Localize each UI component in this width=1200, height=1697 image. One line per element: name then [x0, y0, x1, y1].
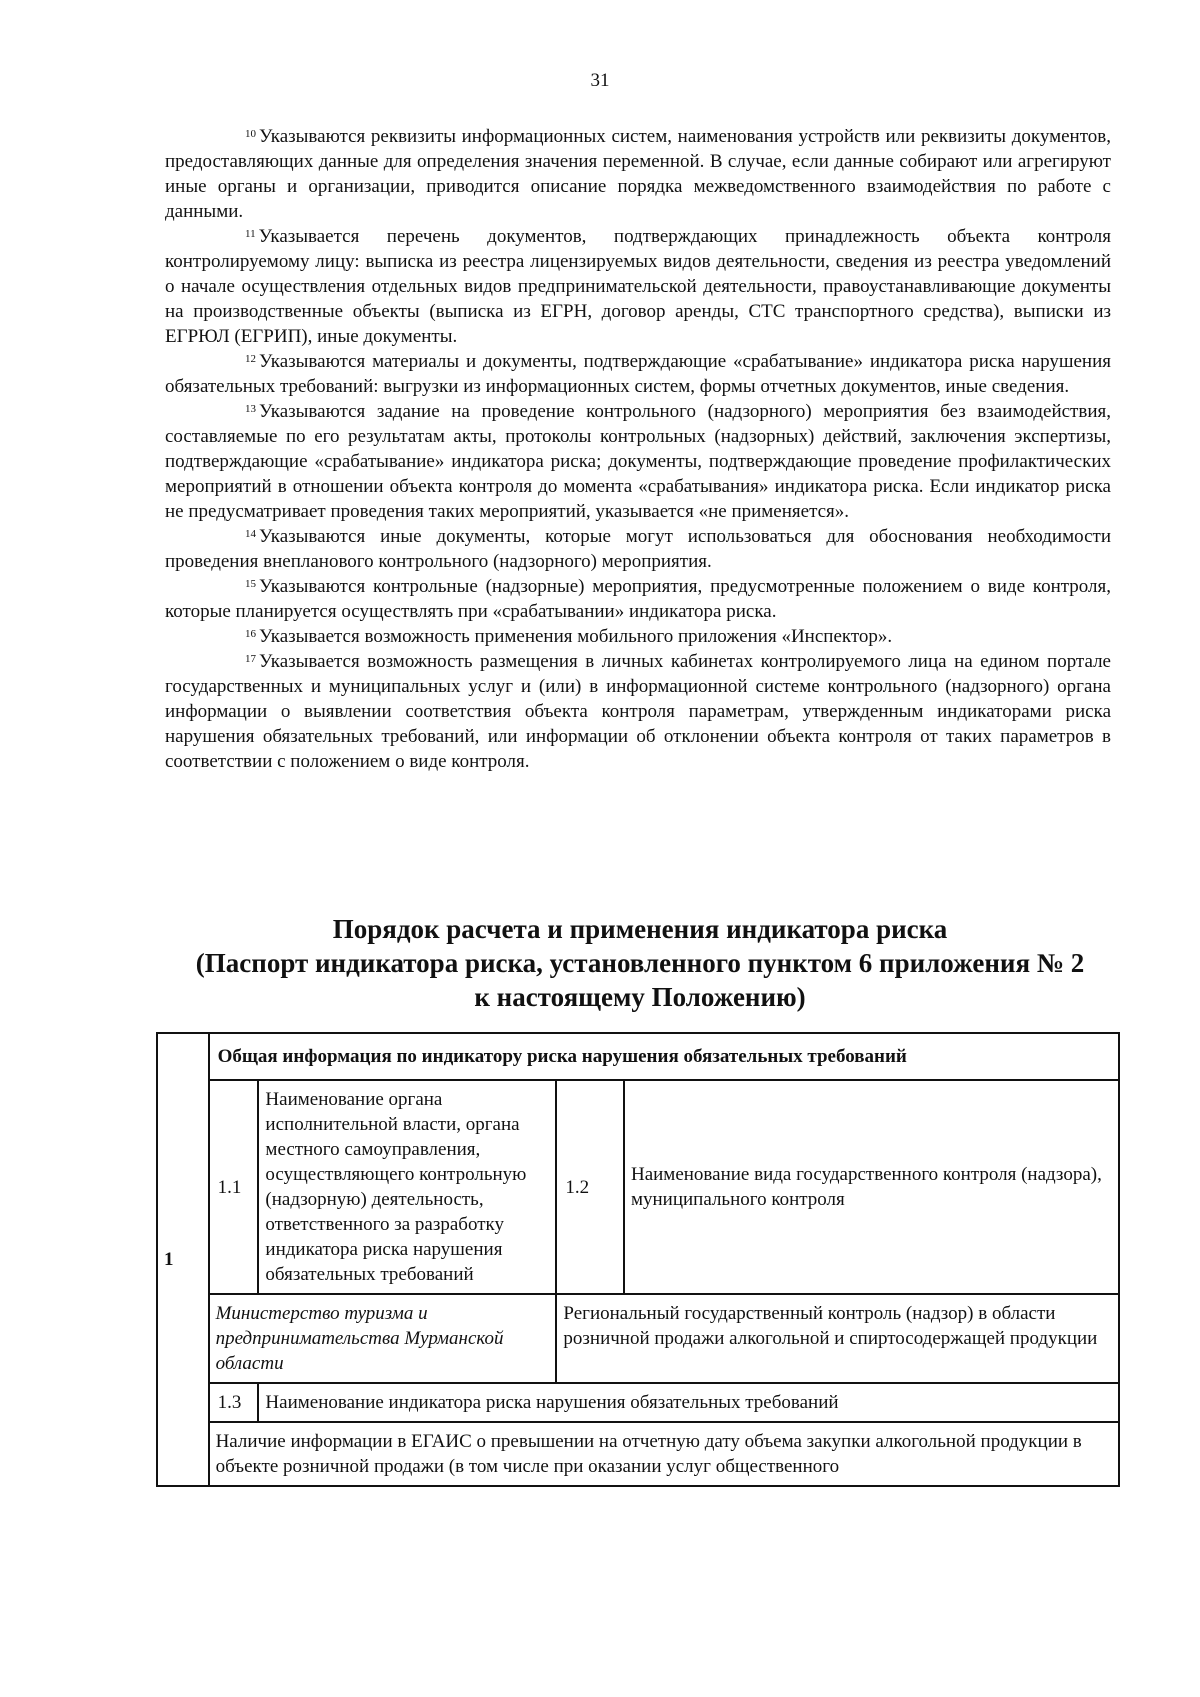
- footnote-13: [165, 399, 1111, 524]
- item-1-3-value: Наличие информации в ЕГАИС о превышении на отчетную дату объема закупки алкогольной продукции в объекте розничной продажи (в том числе при оказании услуг общественного: [209, 1422, 1119, 1486]
- heading-line-3: к настоящему Положению): [474, 982, 806, 1012]
- footnote-17: [165, 649, 1111, 774]
- footnote-text: Указываются контрольные (надзорные) мероприятия, предусмотренные положением о виде контроля, которые планируется осуществлять при «срабатывании» индикатора риска.: [165, 576, 1111, 622]
- section-number: 1: [157, 1033, 209, 1486]
- section-title: Общая информация по индикатору риска нарушения обязательных требований: [209, 1033, 1119, 1080]
- footnote-text: Указываются иные документы, которые могут использоваться для обоснования необходимости проведения внепланового контрольного (надзорного) мероприятия.: [165, 526, 1111, 572]
- footnote-marker: 13: [245, 403, 256, 415]
- footnote-15: [165, 574, 1111, 624]
- risk-indicator-table: [156, 1032, 1120, 1487]
- footnote-text: Указывается перечень документов, подтверждающих принадлежность объекта контроля контролируемому лицу: выписка из реестра лицензируемых видов деятельности, сведения из реестра уведомлений о начале осуществления отдельных видов предпринимательской деятельности, правоустанавливающие документы на производственные объекты (выписка из ЕГРН, договор аренды, СТС транспортного средства), выписки из ЕГРЮЛ (ЕГРИП), иные документы.: [165, 226, 1111, 347]
- footnote-text: Указываются реквизиты информационных систем, наименования устройств или реквизиты документов, предоставляющих данные для определения значения переменной. В случае, если данные собирают или агрегируют иные органы и организации, приводится описание порядка межведомственного взаимодействия по работе с данными.: [165, 126, 1111, 222]
- item-1-3-number: 1.3: [209, 1383, 259, 1422]
- footnote-marker: 10: [245, 128, 256, 140]
- heading-line-1: Порядок расчета и применения индикатора риска: [332, 914, 948, 944]
- item-1-1-label: Наименование органа исполнительной власти, органа местного самоуправления, осуществляющего контрольную (надзорную) деятельность, ответственного за разработку индикатора риска нарушения обязательных требований: [258, 1080, 556, 1294]
- footnote-marker: 14: [245, 528, 256, 540]
- item-1-1-value: Министерство туризма и предпринимательства Мурманской области: [209, 1294, 557, 1383]
- item-1-2-label: Наименование вида государственного контроля (надзора), муниципального контроля: [624, 1080, 1119, 1294]
- item-1-2-number: 1.2: [556, 1080, 624, 1294]
- heading-line-2: (Паспорт индикатора риска, установленного пунктом 6 приложения № 2: [195, 948, 1085, 978]
- footnote-12: [165, 349, 1111, 399]
- footnote-marker: 17: [245, 653, 256, 665]
- footnote-text: Указывается возможность применения мобильного приложения «Инспектор».: [259, 626, 893, 647]
- footnote-10: [165, 124, 1111, 224]
- footnote-marker: 16: [245, 628, 256, 640]
- page-number: 31: [590, 70, 610, 91]
- footnote-text: Указывается возможность размещения в личных кабинетах контролируемого лица на едином портале государственных и муниципальных услуг и (или) в информационной системе контрольного (надзорного) органа информации о выявлении соответствия объекта контроля параметрам, утвержденным индикаторами риска нарушения обязательных требований, или информации об отклонении объекта контроля от таких параметров в соответствии с положением о виде контроля.: [165, 651, 1111, 772]
- footnote-marker: 11: [245, 228, 256, 240]
- footnote-text: Указываются материалы и документы, подтверждающие «срабатывание» индикатора риска нарушения обязательных требований: выгрузки из информационных систем, формы отчетных документов, иные сведения.: [165, 351, 1111, 397]
- footnote-marker: 15: [245, 578, 256, 590]
- footnote-14: [165, 524, 1111, 574]
- footnote-11: [165, 224, 1111, 349]
- item-1-3-label: Наименование индикатора риска нарушения обязательных требований: [258, 1383, 1119, 1422]
- footnote-text: Указываются задание на проведение контрольного (надзорного) мероприятия без взаимодействия, составляемые по его результатам акты, протоколы контрольных (надзорных) действий, заключения экспертизы, подтверждающие «срабатывание» индикатора риска; документы, подтверждающие проведение профилактических мероприятий в отношении объекта контроля до момента «срабатывания» индикатора риска. Если индикатор риска не предусматривает проведения таких мероприятий, указывается «не применяется».: [165, 401, 1111, 522]
- footnote-marker: 12: [245, 353, 256, 365]
- item-1-2-value: Региональный государственный контроль (надзор) в области розничной продажи алкогольной и спиртосодержащей продукции: [556, 1294, 1119, 1383]
- section-heading: [150, 912, 1130, 1014]
- item-1-1-number: 1.1: [209, 1080, 259, 1294]
- footnotes: [165, 124, 1111, 774]
- footnote-16: [165, 624, 1111, 649]
